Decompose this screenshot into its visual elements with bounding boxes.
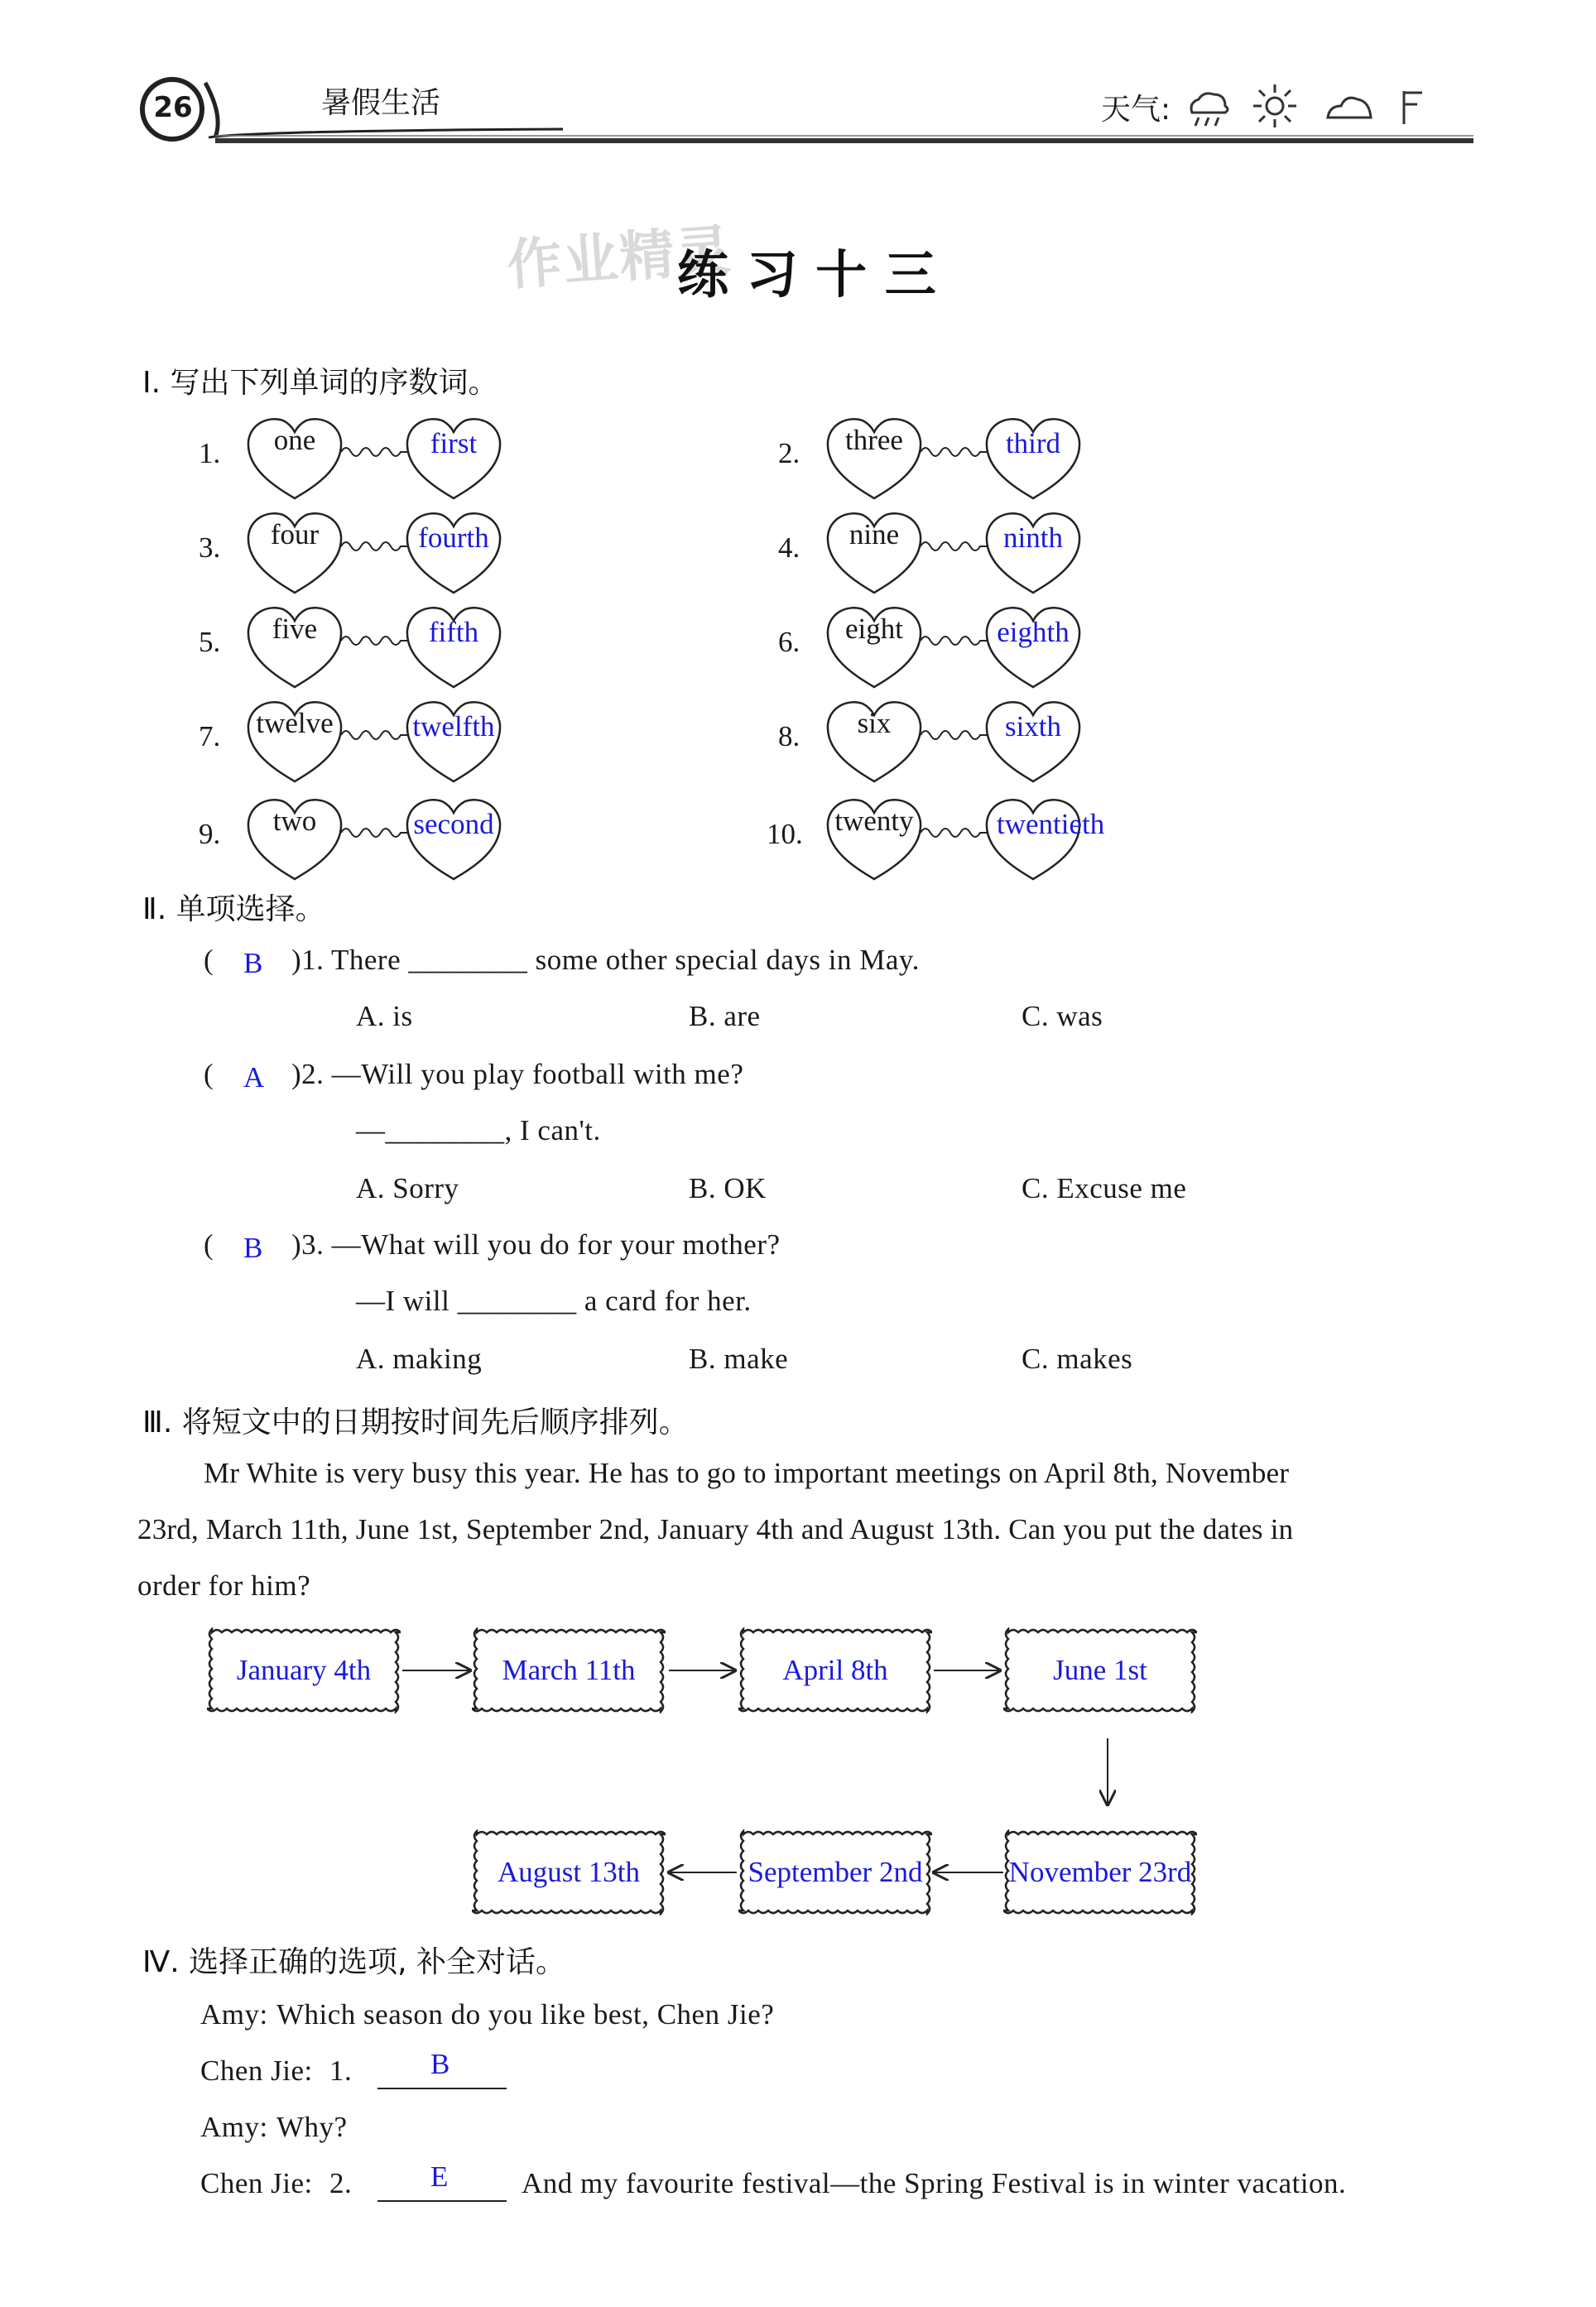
q3-answer: B <box>243 1232 263 1264</box>
dialogue-2-speaker: Chen Jie: <box>200 2055 313 2087</box>
ordinal-item-number: 5. <box>199 626 221 658</box>
base-word: nine <box>848 518 900 550</box>
q1-option-a: A. is <box>356 1000 413 1032</box>
base-word: twelve <box>256 707 334 739</box>
q2-line2: —________, I can't. <box>356 1114 601 1146</box>
date-box <box>472 1627 666 1713</box>
ordinal-item-number: 6. <box>778 626 800 658</box>
ordinal-item-number: 2. <box>778 437 800 469</box>
q3-option-c: C. makes <box>1022 1343 1133 1375</box>
ordinal-answer: third <box>1005 427 1061 459</box>
base-word: four <box>270 518 320 550</box>
ordinal-answer: eighth <box>997 616 1070 648</box>
page-number: 26 <box>153 91 193 124</box>
q3-stem: )3. —What will you do for your mother? <box>291 1228 781 1261</box>
dialogue-1-text: Which season do you like best, Chen Jie? <box>276 1998 775 2031</box>
ordinal-answer: fifth <box>428 616 479 648</box>
section-2-heading: Ⅱ. 单项选择。 <box>142 892 325 926</box>
dialogue-3-text: Why? <box>276 2111 348 2143</box>
q2-open-paren: ( <box>204 1058 214 1090</box>
date-box <box>1003 1627 1197 1713</box>
dialogue-4-blank <box>377 2200 507 2202</box>
section-3-heading: Ⅲ. 将短文中的日期按时间先后顺序排列。 <box>142 1406 689 1439</box>
base-word: eight <box>845 613 903 645</box>
dialogue-4-answer: E <box>430 2160 449 2193</box>
date-box <box>738 1627 932 1713</box>
dialogue-1-speaker: Amy: <box>200 1998 268 2031</box>
dialogue-4-speaker: Chen Jie: <box>200 2167 313 2199</box>
weather-label: 天气: <box>1101 93 1171 127</box>
ordinal-answer: twelfth <box>412 710 495 743</box>
q1-option-c: C. was <box>1022 1000 1103 1032</box>
base-word: one <box>273 424 316 456</box>
q1-option-b: B. are <box>689 1000 761 1032</box>
ordinal-answer: second <box>413 808 494 840</box>
ordinal-item-number: 9. <box>199 818 221 850</box>
date-box-label: August 13th <box>497 1856 641 1888</box>
date-box <box>207 1627 401 1713</box>
q2-stem: )2. —Will you play football with me? <box>291 1058 744 1090</box>
base-word: six <box>857 707 892 739</box>
q1-open-paren: ( <box>204 944 214 976</box>
base-word: twenty <box>834 805 914 837</box>
date-box <box>738 1829 932 1915</box>
dialogue-3-speaker: Amy: <box>200 2111 268 2143</box>
q3-open-paren: ( <box>204 1228 214 1261</box>
q2-answer: A <box>243 1061 265 1093</box>
section-4-heading: Ⅳ. 选择正确的选项, 补全对话。 <box>142 1945 565 1979</box>
ordinal-answer: sixth <box>1004 710 1062 743</box>
page-title: 练 习 十 三 <box>677 244 936 305</box>
q2-option-a: A. Sorry <box>356 1172 459 1204</box>
ordinal-answer: first <box>430 427 478 459</box>
q2-option-b: B. OK <box>689 1172 767 1204</box>
ordinal-item-number: 4. <box>778 531 800 564</box>
date-box-label: April 8th <box>782 1654 888 1686</box>
ordinal-item-number: 3. <box>199 531 221 564</box>
section-1-heading: Ⅰ. 写出下列单词的序数词。 <box>142 366 498 400</box>
ordinal-item-number: 8. <box>778 720 800 752</box>
ordinal-item-number: 7. <box>199 720 221 752</box>
date-box <box>1003 1829 1197 1915</box>
date-box-label: November 23rd <box>1008 1856 1192 1888</box>
dialogue-4-after: And my favourite festival—the Spring Festival is in winter vacation. <box>522 2167 1347 2199</box>
ordinal-answer: fourth <box>418 521 489 554</box>
dialogue-2-num: 1. <box>329 2055 353 2087</box>
dialogue-4-num: 2. <box>329 2167 353 2199</box>
ordinal-item-number: 1. <box>199 437 221 469</box>
dialogue-2-blank <box>377 2088 507 2089</box>
watermark: 作业精灵 <box>505 218 734 298</box>
base-word: three <box>845 424 903 456</box>
date-box-label: September 2nd <box>748 1856 923 1888</box>
q3-option-b: B. make <box>689 1343 789 1375</box>
q3-option-a: A. making <box>356 1343 483 1375</box>
q2-option-c: C. Excuse me <box>1022 1172 1187 1204</box>
ordinal-answer: ninth <box>1003 521 1063 554</box>
passage-line-2: 23rd, March 11th, June 1st, September 2nd, January 4th and August 13th. Can you put the dates in <box>137 1513 1294 1545</box>
book-title: 暑假生活 <box>321 86 441 120</box>
q1-stem: )1. There ________ some other special days in May. <box>291 944 920 976</box>
date-box-label: June 1st <box>1053 1654 1147 1686</box>
dialogue-2-answer: B <box>430 2048 450 2080</box>
date-box-label: March 11th <box>502 1654 636 1686</box>
base-word: five <box>272 613 318 645</box>
ordinal-answer: twentieth <box>997 808 1105 840</box>
base-word: two <box>272 805 317 837</box>
q3-line2: —I will ________ a card for her. <box>356 1285 752 1317</box>
ordinal-item-number: 10. <box>767 818 803 850</box>
q1-answer: B <box>243 947 263 979</box>
date-box <box>472 1829 666 1915</box>
passage-line-1: Mr White is very busy this year. He has to go to important meetings on April 8th, November <box>204 1457 1290 1489</box>
date-box-label: January 4th <box>236 1654 372 1686</box>
passage-line-3: order for him? <box>137 1569 311 1602</box>
